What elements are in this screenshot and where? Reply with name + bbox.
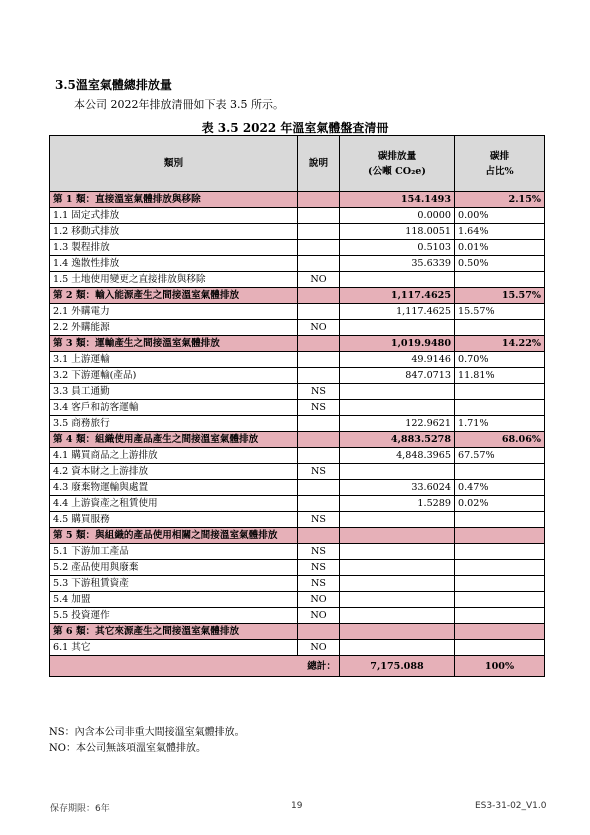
- row-pct: 0.50%: [455, 256, 545, 272]
- row-value: 4,848.3965: [340, 448, 455, 464]
- header-note: 說明: [298, 136, 340, 192]
- row-note: NS: [298, 400, 340, 416]
- row-pct: 15.57%: [455, 288, 545, 304]
- footer-doc-code: ES3-31-02_V1.0: [475, 801, 547, 811]
- row-note: [298, 496, 340, 512]
- row-pct: [455, 272, 545, 288]
- row-value: 1,117.4625: [340, 304, 455, 320]
- row-label: 4.4 上游資產之租賃使用: [50, 496, 298, 512]
- table-row: [50, 512, 545, 528]
- table-row: [50, 384, 545, 400]
- row-value: [340, 320, 455, 336]
- row-note: [298, 256, 340, 272]
- row-value: 1.5289: [340, 496, 455, 512]
- table-row: [50, 416, 545, 432]
- emissions-inventory-table: [49, 135, 545, 677]
- note-ns: NS：內含本公司非重大間接溫室氣體排放。: [49, 727, 245, 738]
- row-note: NS: [298, 384, 340, 400]
- row-note: [298, 336, 340, 352]
- table-row: [50, 560, 545, 576]
- row-note: NO: [298, 640, 340, 656]
- table-row: [50, 608, 545, 624]
- row-value: [340, 528, 455, 544]
- row-value: [340, 608, 455, 624]
- row-value: 0.0000: [340, 208, 455, 224]
- row-pct: [455, 576, 545, 592]
- row-pct: [455, 544, 545, 560]
- category-row: [50, 432, 545, 448]
- row-pct: [455, 640, 545, 656]
- row-pct: [455, 512, 545, 528]
- row-pct: 0.01%: [455, 240, 545, 256]
- row-pct: 0.00%: [455, 208, 545, 224]
- table-row: [50, 464, 545, 480]
- row-label: 2.2 外購能源: [50, 320, 298, 336]
- row-value: [340, 560, 455, 576]
- row-value: 33.6024: [340, 480, 455, 496]
- row-label: 1.1 固定式排放: [50, 208, 298, 224]
- table-row: [50, 592, 545, 608]
- row-label: 第 3 類：運輸產生之間接溫室氣體排放: [50, 336, 298, 352]
- table-row: [50, 208, 545, 224]
- table-row: [50, 224, 545, 240]
- row-note: NS: [298, 464, 340, 480]
- row-note: [298, 352, 340, 368]
- row-label: 5.1 下游加工產品: [50, 544, 298, 560]
- row-value: 1,117.4625: [340, 288, 455, 304]
- row-pct: [455, 320, 545, 336]
- section-title: 3.5溫室氣體總排放量: [55, 78, 172, 92]
- row-pct: 2.15%: [455, 192, 545, 208]
- table-row: [50, 544, 545, 560]
- row-pct: [455, 608, 545, 624]
- row-value: 122.9621: [340, 416, 455, 432]
- row-note: [298, 624, 340, 640]
- row-value: [340, 464, 455, 480]
- row-label: 2.1 外購電力: [50, 304, 298, 320]
- table-row: [50, 448, 545, 464]
- table-row: [50, 400, 545, 416]
- row-pct: [455, 464, 545, 480]
- header-emission: 碳排放量 (公噸 CO₂e): [340, 136, 455, 192]
- row-note: [298, 432, 340, 448]
- row-pct: [455, 560, 545, 576]
- header-share: 碳排 占比%: [455, 136, 545, 192]
- row-note: NS: [298, 560, 340, 576]
- table-row: [50, 304, 545, 320]
- row-pct: [455, 384, 545, 400]
- row-note: [298, 416, 340, 432]
- row-note: NS: [298, 544, 340, 560]
- row-pct: 67.57%: [455, 448, 545, 464]
- row-value: 49.9146: [340, 352, 455, 368]
- row-note: [298, 304, 340, 320]
- row-label: 1.2 移動式排放: [50, 224, 298, 240]
- category-row: [50, 336, 545, 352]
- row-note: NO: [298, 608, 340, 624]
- row-pct: 1.64%: [455, 224, 545, 240]
- intro-text: 本公司 2022年排放清冊如下表 3.5 所示。: [74, 98, 284, 111]
- row-pct: 68.06%: [455, 432, 545, 448]
- row-pct: [455, 624, 545, 640]
- table-row: [50, 496, 545, 512]
- footer-retention: 保存期限：6年: [50, 804, 110, 814]
- row-label: 1.3 製程排放: [50, 240, 298, 256]
- row-label: 3.4 客戶和訪客運輸: [50, 400, 298, 416]
- row-label: 第 5 類：與組織的產品使用相關之間接溫室氣體排放: [50, 528, 298, 544]
- row-label: 3.3 員工通勤: [50, 384, 298, 400]
- table-row: [50, 240, 545, 256]
- total-pct: 100%: [455, 656, 545, 677]
- table-row: [50, 320, 545, 336]
- row-value: [340, 544, 455, 560]
- table-row: [50, 352, 545, 368]
- row-note: NO: [298, 272, 340, 288]
- table-row: [50, 480, 545, 496]
- row-value: [340, 400, 455, 416]
- row-note: [298, 208, 340, 224]
- table-row: [50, 272, 545, 288]
- row-value: 0.5103: [340, 240, 455, 256]
- total-row: [50, 656, 545, 677]
- row-pct: [455, 400, 545, 416]
- row-label: 4.3 廢棄物運輸與處置: [50, 480, 298, 496]
- row-label: 6.1 其它: [50, 640, 298, 656]
- row-pct: 11.81%: [455, 368, 545, 384]
- row-value: [340, 384, 455, 400]
- row-note: [298, 192, 340, 208]
- total-label: 總計：: [50, 656, 340, 677]
- row-value: 154.1493: [340, 192, 455, 208]
- row-label: 1.5 土地使用變更之直接排放與移除: [50, 272, 298, 288]
- category-row: [50, 192, 545, 208]
- row-pct: 0.02%: [455, 496, 545, 512]
- table-row: [50, 256, 545, 272]
- row-value: 4,883.5278: [340, 432, 455, 448]
- row-value: [340, 272, 455, 288]
- table-row: [50, 640, 545, 656]
- row-label: 4.2 資本財之上游排放: [50, 464, 298, 480]
- row-note: [298, 288, 340, 304]
- row-label: 4.1 購買商品之上游排放: [50, 448, 298, 464]
- row-label: 第 2 類：輸入能源產生之間接溫室氣體排放: [50, 288, 298, 304]
- row-pct: 0.47%: [455, 480, 545, 496]
- row-value: [340, 624, 455, 640]
- row-note: NO: [298, 592, 340, 608]
- row-note: [298, 528, 340, 544]
- row-label: 第 1 類：直接溫室氣體排放與移除: [50, 192, 298, 208]
- row-note: [298, 480, 340, 496]
- row-label: 4.5 購買服務: [50, 512, 298, 528]
- total-value: 7,175.088: [340, 656, 455, 677]
- footer-page-number: 19: [291, 801, 303, 811]
- table-header-row: [50, 136, 545, 192]
- table-row: [50, 368, 545, 384]
- row-label: 3.1 上游運輸: [50, 352, 298, 368]
- row-note: [298, 240, 340, 256]
- row-value: 1,019.9480: [340, 336, 455, 352]
- row-note: NS: [298, 512, 340, 528]
- note-no: NO：本公司無該項溫室氣體排放。: [49, 743, 206, 754]
- row-value: 35.6339: [340, 256, 455, 272]
- row-pct: 15.57%: [455, 304, 545, 320]
- category-row: [50, 624, 545, 640]
- row-value: 847.0713: [340, 368, 455, 384]
- row-note: [298, 224, 340, 240]
- row-label: 1.4 逸散性排放: [50, 256, 298, 272]
- row-value: [340, 576, 455, 592]
- category-row: [50, 288, 545, 304]
- row-label: 5.4 加盟: [50, 592, 298, 608]
- row-value: [340, 640, 455, 656]
- row-pct: [455, 528, 545, 544]
- row-label: 3.2 下游運輸(產品): [50, 368, 298, 384]
- row-value: 118.0051: [340, 224, 455, 240]
- category-row: [50, 528, 545, 544]
- row-label: 3.5 商務旅行: [50, 416, 298, 432]
- header-category: 類別: [50, 136, 298, 192]
- row-label: 5.5 投資運作: [50, 608, 298, 624]
- row-note: [298, 368, 340, 384]
- row-label: 第 4 類：組織使用產品產生之間接溫室氣體排放: [50, 432, 298, 448]
- row-label: 5.3 下游租賃資產: [50, 576, 298, 592]
- row-pct: 1.71%: [455, 416, 545, 432]
- row-pct: 14.22%: [455, 336, 545, 352]
- row-note: [298, 448, 340, 464]
- table-row: [50, 576, 545, 592]
- row-value: [340, 592, 455, 608]
- row-value: [340, 512, 455, 528]
- row-note: NS: [298, 576, 340, 592]
- row-label: 第 6 類：其它來源產生之間接溫室氣體排放: [50, 624, 298, 640]
- table-title: 表 3.5 2022 年溫室氣體盤查清冊: [201, 121, 389, 135]
- row-pct: [455, 592, 545, 608]
- row-label: 5.2 產品使用與廢棄: [50, 560, 298, 576]
- row-note: NO: [298, 320, 340, 336]
- row-pct: 0.70%: [455, 352, 545, 368]
